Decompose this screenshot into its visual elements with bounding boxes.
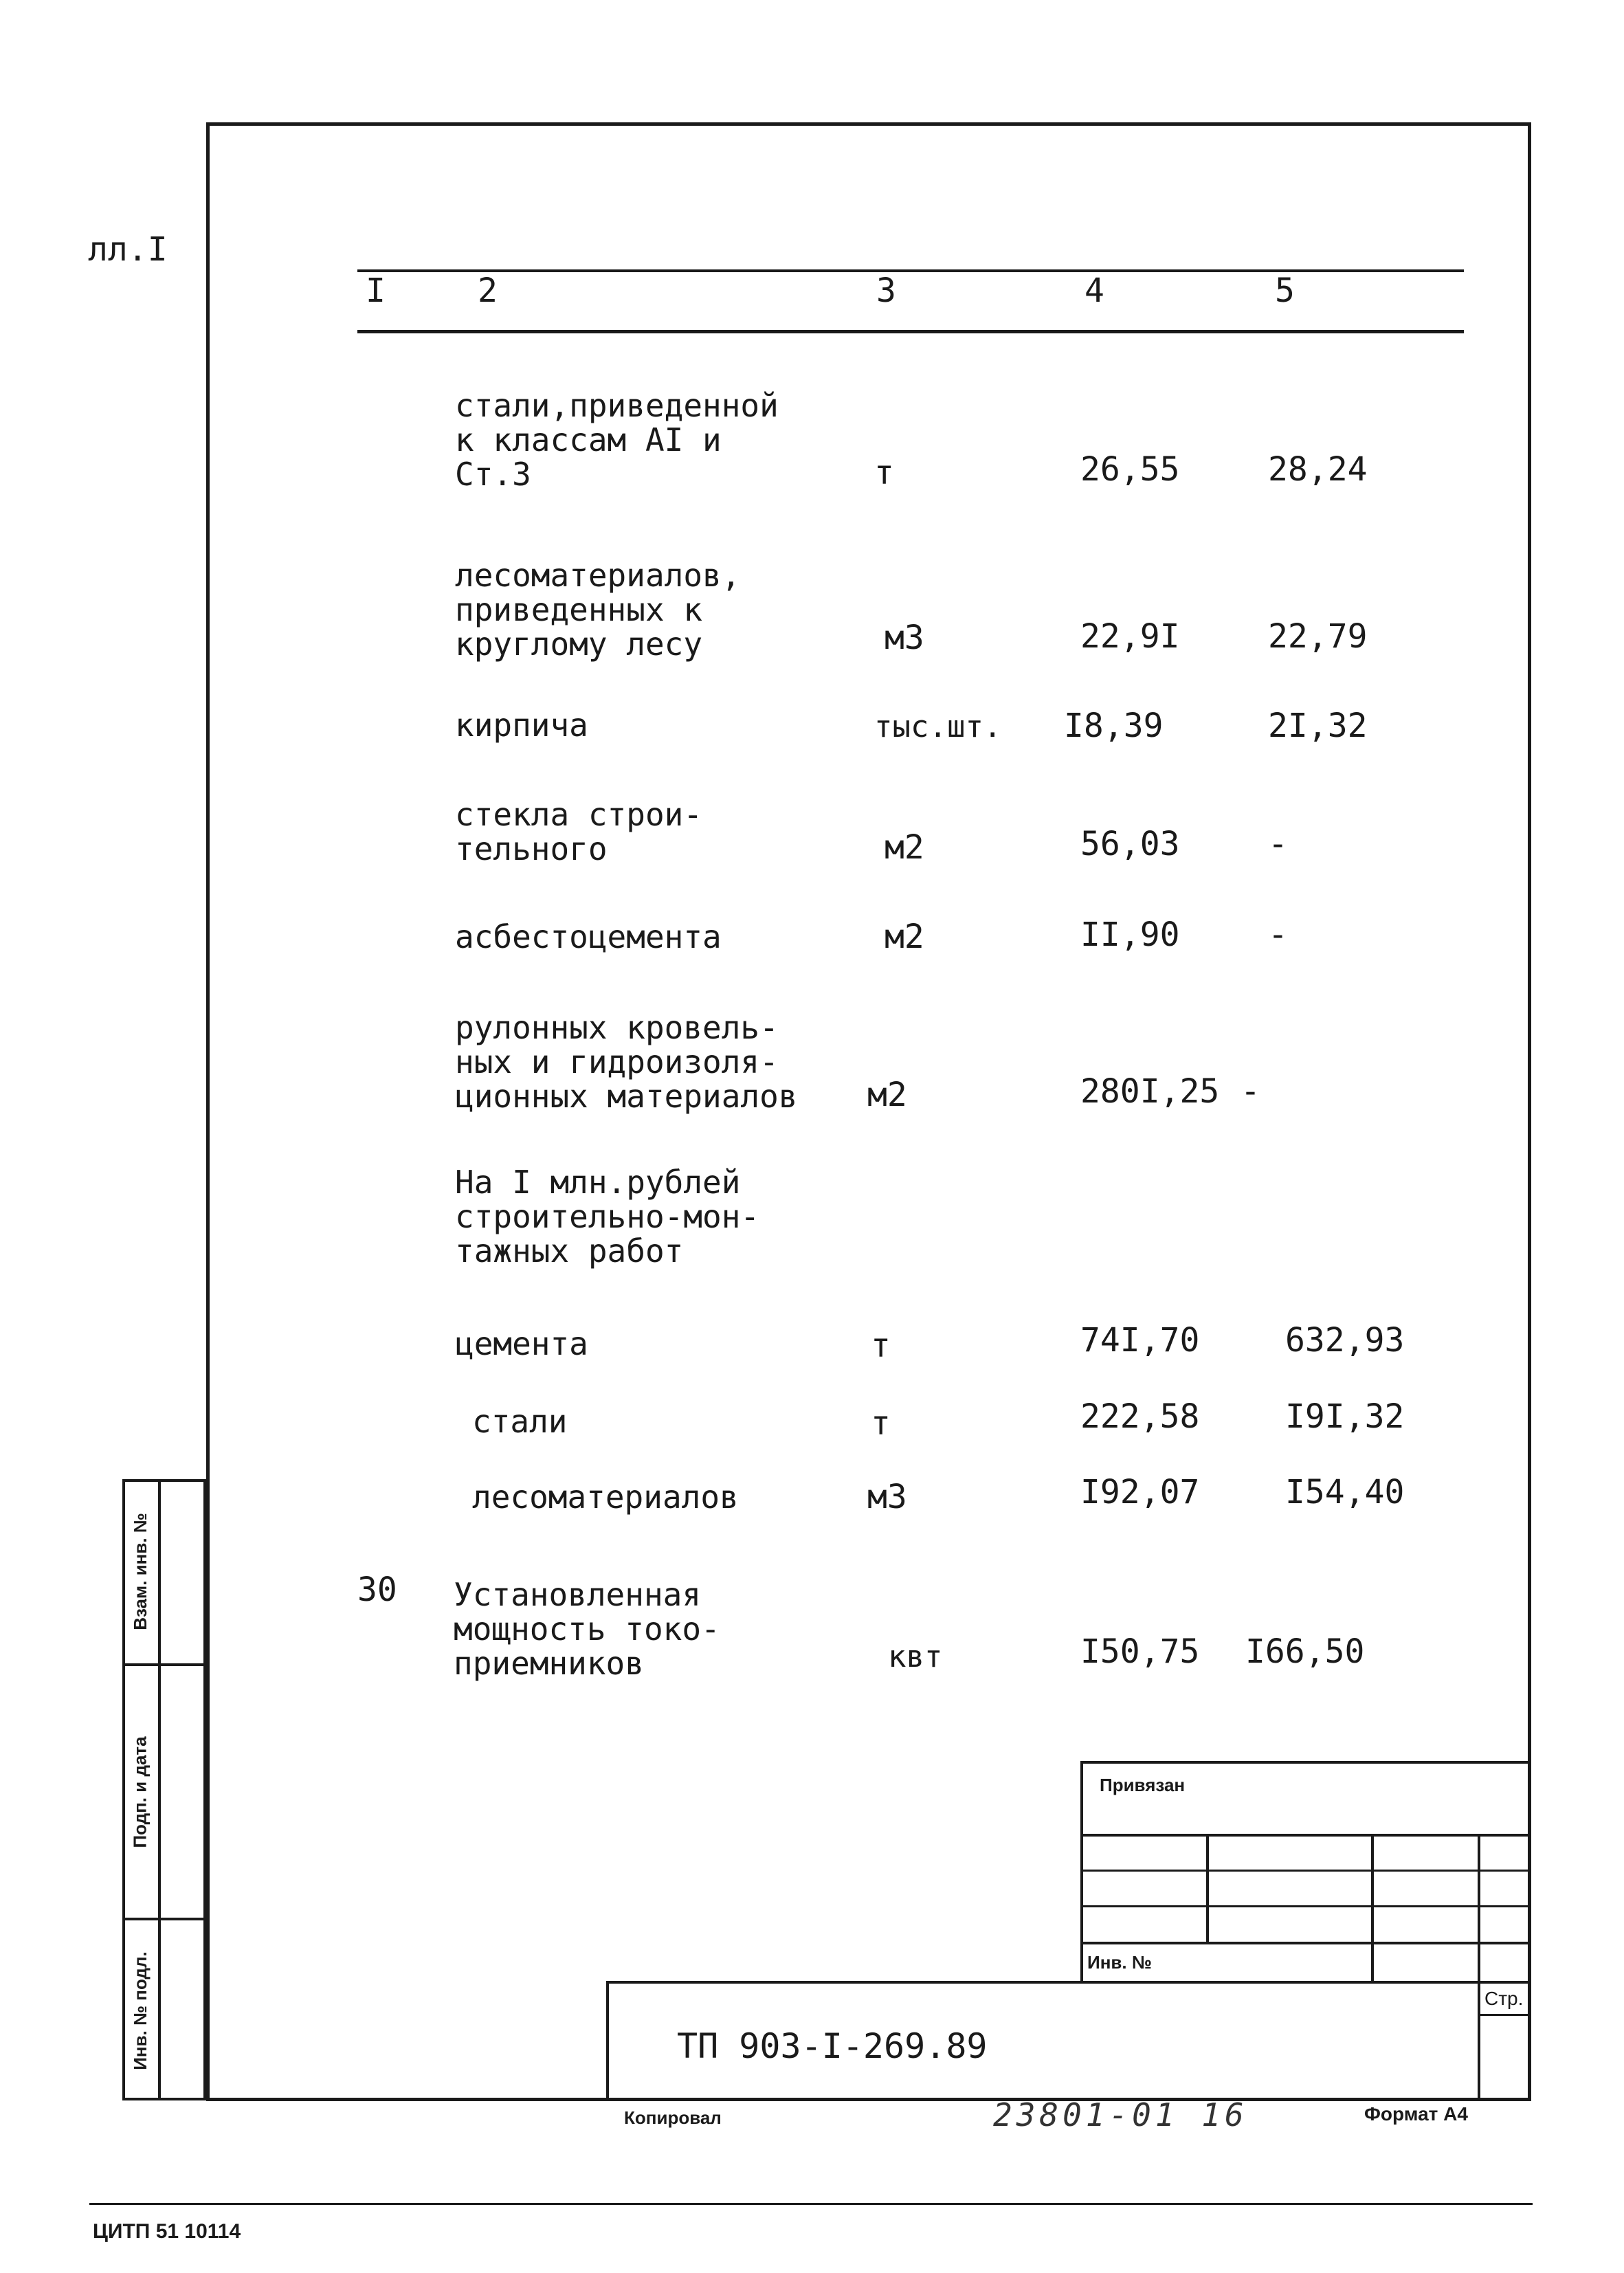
tb-rule xyxy=(1478,2014,1531,2016)
col-header-2: 2 xyxy=(478,271,498,310)
row-value-col5: - xyxy=(1268,916,1288,954)
row-value-col5: - xyxy=(1268,825,1288,863)
footer-rule xyxy=(89,2203,1533,2205)
sheet-label: лл.I xyxy=(88,230,168,269)
tb-col xyxy=(1478,1834,1480,1982)
row-value-col5: 28,24 xyxy=(1268,450,1368,489)
row-name: кирпича xyxy=(455,707,588,744)
row-value-col4: 74I,70 xyxy=(1080,1321,1200,1360)
document-code: ТП 903-I-269.89 xyxy=(677,2026,988,2066)
side-label-vzam: Взам. инв. № xyxy=(129,1512,151,1630)
header-bottom-rule xyxy=(357,330,1464,333)
handwritten-number: 23801-01 16 xyxy=(993,2096,1248,2133)
inv-no-label: Инв. № xyxy=(1087,1952,1152,1973)
tb-rule xyxy=(1080,1905,1531,1907)
row-unit: м3 xyxy=(867,1478,907,1516)
row-name: цемента xyxy=(455,1325,588,1362)
row-value-col4: 26,55 xyxy=(1080,450,1180,489)
row-unit: т xyxy=(871,1404,891,1443)
col-header-5: 5 xyxy=(1275,271,1295,310)
row-name: стали,приведенной к классам АI и Ст.3 xyxy=(455,387,779,493)
tb-col xyxy=(1206,1834,1209,1944)
row-value-col5: I54,40 xyxy=(1285,1473,1405,1511)
side-stamp-divider xyxy=(158,1479,161,2100)
tb-col xyxy=(1371,1834,1374,1982)
row-value-col4: 280I,25 xyxy=(1080,1072,1220,1111)
row-value-col4: I50,75 xyxy=(1080,1632,1200,1671)
row-value-col5: I66,50 xyxy=(1245,1632,1365,1671)
row-name: асбестоцемента xyxy=(455,918,722,955)
row-name: лесоматериалов xyxy=(472,1478,739,1516)
row-unit: т xyxy=(874,454,894,492)
header-top-rule xyxy=(357,269,1464,272)
section-subheading: На I млн.рублей строительно-мон- тажных работ xyxy=(455,1164,760,1269)
row-name: стекла строи- тельного xyxy=(455,796,703,867)
side-label-podp: Подп. и дата xyxy=(129,1736,151,1848)
row-value-col5: 2I,32 xyxy=(1268,707,1368,745)
row-value-col4: I8,39 xyxy=(1064,707,1164,745)
row-value-col4: I92,07 xyxy=(1080,1473,1200,1511)
format-label: Формат А4 xyxy=(1364,2103,1468,2125)
page-str-label: Стр. xyxy=(1484,1988,1524,2009)
row-unit: м2 xyxy=(885,828,924,867)
tb-rule xyxy=(1080,1870,1531,1872)
row-value-col5: 632,93 xyxy=(1285,1321,1405,1360)
tb-rule xyxy=(1080,1942,1531,1944)
row-value-col4: 22,9I xyxy=(1080,617,1180,656)
side-label-inv: Инв. № подл. xyxy=(129,1951,151,2070)
col-header-4: 4 xyxy=(1084,271,1104,310)
row-unit: м3 xyxy=(885,619,924,657)
row-name: лесоматериалов, приведенных к круглому лесу xyxy=(455,557,741,663)
tb-col xyxy=(1478,1981,1480,2099)
col-header-1: I xyxy=(366,271,386,310)
row-value-col4: II,90 xyxy=(1080,916,1180,954)
privyazan-label: Привязан xyxy=(1100,1775,1186,1795)
row-unit: т xyxy=(871,1327,891,1365)
row-name: Установленная мощность токо- приемников xyxy=(454,1576,720,1682)
row-unit: м2 xyxy=(885,918,924,956)
row-unit: квт xyxy=(888,1639,943,1674)
tb-rule xyxy=(1080,1834,1531,1837)
row-value-col4: 56,03 xyxy=(1080,825,1180,863)
kopiroval-label: Копировал xyxy=(624,2107,722,2128)
row-value-col5: - xyxy=(1241,1072,1260,1111)
row-value-col5: 22,79 xyxy=(1268,617,1368,656)
col-header-3: 3 xyxy=(876,271,896,310)
row-number: 30 xyxy=(357,1571,397,1609)
row-unit: м2 xyxy=(867,1076,907,1114)
row-name: стали xyxy=(472,1403,568,1440)
row-value-col4: 222,58 xyxy=(1080,1397,1200,1436)
row-name: рулонных кровель- ных и гидроизоля- ционных материалов xyxy=(455,1009,798,1115)
row-value-col5: I9I,32 xyxy=(1285,1397,1405,1436)
row-unit: тыс.шт. xyxy=(874,709,1002,744)
ctip-code: ЦИТП 51 10114 xyxy=(93,2220,241,2243)
